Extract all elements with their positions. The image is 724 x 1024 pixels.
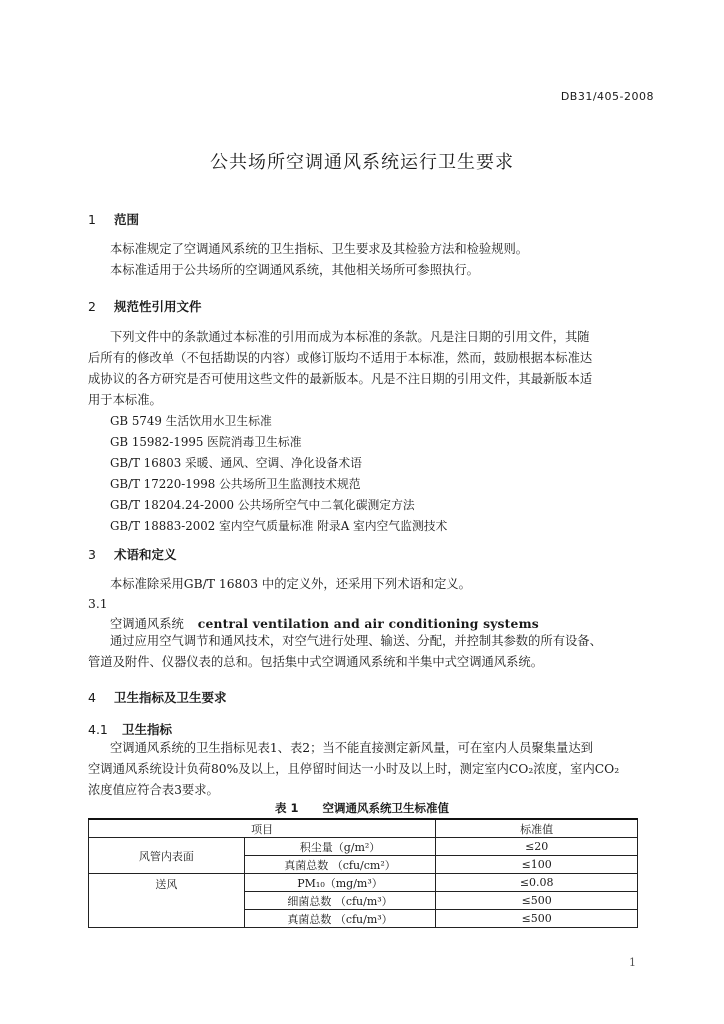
- section-title: 术语和定义: [114, 547, 177, 562]
- section-number: 3: [88, 547, 96, 562]
- section-title: 卫生指标及卫生要求: [114, 690, 227, 705]
- table-caption: [0, 800, 724, 816]
- section-number: 2: [88, 299, 96, 314]
- section-title: 范围: [114, 212, 140, 227]
- definition-line: 管道及附件、仪器仪表的总和。包括集中式空调通风系统和半集中式空调通风系统。: [88, 655, 543, 669]
- cell-value: ≤100: [436, 856, 638, 874]
- cell-item: 积尘量（g/m²）: [244, 838, 436, 856]
- section-4-heading: [88, 688, 227, 706]
- reference-item: GB/T 17220-1998 公共场所卫生监测技术规范: [110, 477, 361, 491]
- subsection-4-1-heading: [88, 720, 172, 738]
- term-chinese: 空调通风系统: [110, 617, 184, 631]
- cell-value: ≤20: [436, 838, 638, 856]
- paragraph-line: 用于本标准。: [88, 393, 162, 407]
- section-number: 1: [88, 212, 96, 227]
- page-number: 1: [629, 956, 636, 969]
- paragraph-line: 浓度值应符合表3要求。: [88, 783, 219, 797]
- paragraph-line: 空调通风系统的卫生指标见表1、表2；当不能直接测定新风量，可在室内人员聚集量达到: [110, 741, 593, 755]
- cell-item: 真菌总数 （cfu/m³）: [244, 910, 436, 928]
- paragraph: 本标准规定了空调通风系统的卫生指标、卫生要求及其检验方法和检验规则。: [110, 242, 529, 256]
- group-supply-air: 送风: [89, 874, 245, 928]
- header-standard-value: 标准值: [436, 819, 638, 838]
- standard-code: DB31/405-2008: [560, 90, 654, 103]
- standards-table: [88, 818, 638, 928]
- cell-value: ≤500: [436, 892, 638, 910]
- reference-item: GB/T 16803 采暖、通风、空调、净化设备术语: [110, 456, 362, 470]
- cell-item: 细菌总数 （cfu/m³）: [244, 892, 436, 910]
- section-3-heading: [88, 545, 177, 563]
- definition-line: 通过应用空气调节和通风技术，对空气进行处理、输送、分配，并控制其参数的所有设备、: [110, 634, 602, 648]
- paragraph-line: 后所有的修改单（不包括勘误的内容）或修订版均不适用于本标准，然而，鼓励根据本标准达: [88, 351, 593, 365]
- paragraph-line: 下列文件中的条款通过本标准的引用而成为本标准的条款。凡是注日期的引用文件，其随: [110, 330, 590, 344]
- term-english: central ventilation and air conditioning systems: [197, 616, 539, 631]
- section-title: 规范性引用文件: [114, 299, 202, 314]
- reference-item: GB/T 18883-2002 室内空气质量标准 附录A 室内空气监测技术: [110, 519, 448, 533]
- table-title: 空调通风系统卫生标准值: [322, 801, 449, 815]
- table-header-row: [89, 819, 638, 838]
- subsection-number: 4.1: [88, 722, 108, 737]
- reference-item: GB/T 18204.24-2000 公共场所空气中二氧化碳测定方法: [110, 498, 415, 512]
- reference-item: GB 5749 生活饮用水卫生标准: [110, 414, 272, 428]
- cell-item: PM₁₀（mg/m³）: [244, 874, 436, 892]
- document-title: 公共场所空调通风系统运行卫生要求: [210, 152, 514, 173]
- section-2-heading: [88, 297, 202, 315]
- reference-item: GB 15982-1995 医院消毒卫生标准: [110, 435, 302, 449]
- paragraph: 本标准除采用GB/T 16803 中的定义外，还采用下列术语和定义。: [110, 577, 471, 591]
- section-number: 4: [88, 690, 96, 705]
- cell-value: ≤500: [436, 910, 638, 928]
- section-1-heading: [88, 210, 139, 228]
- paragraph-line: 成协议的各方研究是否可使用这些文件的最新版本。凡是不注日期的引用文件，其最新版本适: [88, 372, 593, 386]
- paragraph-line: 空调通风系统设计负荷80%及以上，且停留时间达一小时及以上时，测定室内CO₂浓度，室内CO₂: [88, 762, 620, 776]
- term-heading: [110, 614, 539, 632]
- table-row: [89, 838, 638, 856]
- subsection-number: 3.1: [88, 597, 108, 611]
- group-duct-surface: 风管内表面: [89, 838, 245, 874]
- cell-item: 真菌总数 （cfu/cm²）: [244, 856, 436, 874]
- header-item: 项目: [89, 819, 436, 838]
- paragraph: 本标准适用于公共场所的空调通风系统，其他相关场所可参照执行。: [110, 263, 479, 277]
- table-row: [89, 874, 638, 892]
- table-label: 表 1: [274, 801, 299, 815]
- cell-value: ≤0.08: [436, 874, 638, 892]
- subsection-title: 卫生指标: [122, 722, 173, 737]
